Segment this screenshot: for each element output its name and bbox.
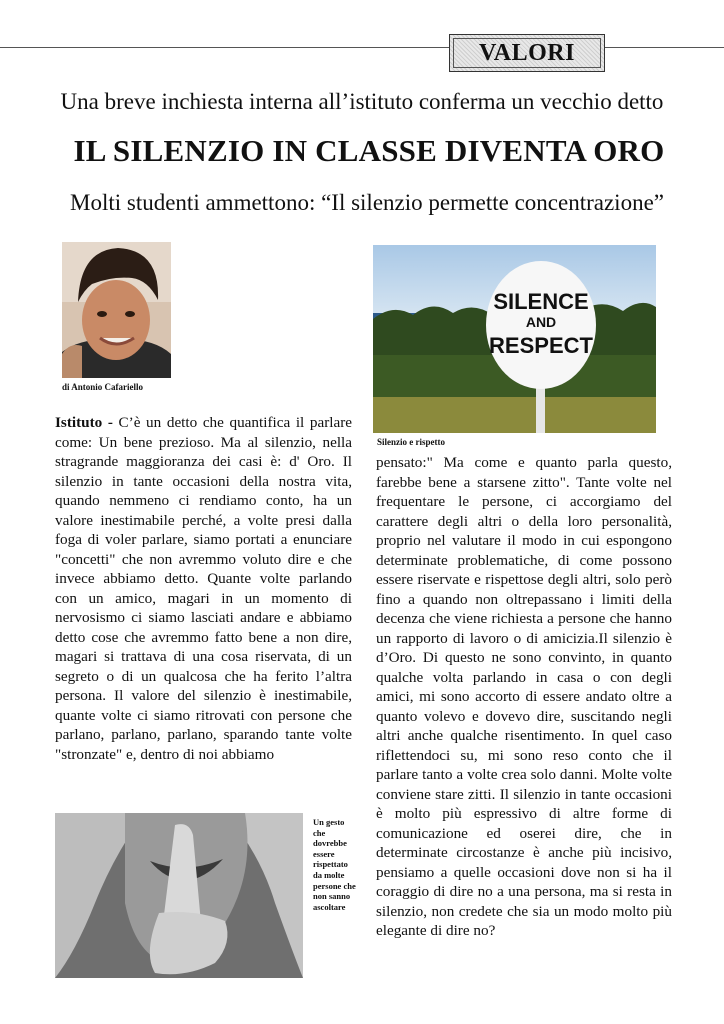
lead-label: Istituto - bbox=[55, 414, 113, 431]
article-kicker: Una breve inchiesta interna all’istituto conferma un vecchio detto bbox=[60, 89, 664, 114]
header-rule bbox=[0, 47, 724, 48]
author-photo bbox=[62, 242, 171, 378]
silence-respect-photo bbox=[373, 245, 656, 433]
column-1-text: C’è un detto che quantifica il parlare come: Un bene prezioso. Ma al silenzio, nella stragrande maggioranza dei casi è: d' Oro. Il silenzio in tante occasioni della nostra vita, quando nemmeno ci rendiamo conto, ha un valore inestimabile perché, a volte presi dalla foga di voler parlare, siamo portati a enunciare "concetti" che non avremmo voluto dire e che invece abbiamo detto. Quante volte parlando con un amico, magari in un momento di nervosismo ci siamo lasciati andare e abbiamo detto cose che avremmo fatto bene a non dire, magari si trattava di una cosa riservata, di un segreto o di un qualcosa che ha ferito l’altra persona. Il valore del silenzio è inestimabile, quante volte ci siamo ritrovati con persone che parlano, parlano, parlano, sparando tante volte "stronzate" e, dentro di noi abbiamo bbox=[55, 414, 353, 763]
article-headline: IL SILENZIO IN CLASSE DIVENTA ORO bbox=[73, 133, 665, 168]
section-label: VALORI bbox=[453, 38, 601, 68]
sign-text-silence: SILENCE bbox=[493, 289, 589, 314]
article-subhead: Molti studenti ammettono: “Il silenzio permette concentrazione” bbox=[70, 190, 664, 215]
section-label-box bbox=[449, 34, 605, 72]
column-2-text: pensato:" Ma come e quanto parla questo, farebbe bene a starsene zitto". Tante volte nel frequentare le persone, ci accorgiamo del carattere degli altri o della loro personalità, proprio nel valutare il modo in cui espongono determinate problematiche, di come possono essere riservate e rispettose degli altri, solo però fino a quando non oltrepassano i limiti della decenza che viene richiesta a persone che hanno un rapporto di lavoro o di amicizia.Il silenzio è d’Oro. Di questo ne sono convinto, in quanto qualche volta parlando in casa o con degli amici, mi sono accorto di essere andato oltre a quanto volevo e dovevo dire, suscitando negli altri anche qualche risentimento. In quel caso riflettendoci su, mi sono reso conto che il parlare tanto a volte crea solo danni. Molte volte conviene stare zitti. Il silenzio in tante occasioni è molto più espressivo di altre forme di comunicazione ed oserei dire, che in determinate circostanze è anche più incisivo, pensiamo a quelle occasioni dove non si ha il coraggio di dire no a una persona, ma si resta in silenzio, non credete che sia un modo molto più elegante di dire no? bbox=[376, 454, 672, 939]
article-column-1 bbox=[55, 413, 352, 764]
byline: di Antonio Cafariello bbox=[62, 382, 144, 392]
sign-text-respect: RESPECT bbox=[489, 333, 593, 358]
article-column-2 bbox=[376, 453, 672, 941]
sign-photo-caption: Silenzio e rispetto bbox=[377, 437, 445, 447]
silence-gesture-photo bbox=[55, 813, 303, 978]
gesture-photo-caption: Un gesto che dovrebbe essere rispettato da molte persone che non sanno ascoltare bbox=[313, 817, 356, 912]
sign-text-and: AND bbox=[525, 314, 557, 330]
